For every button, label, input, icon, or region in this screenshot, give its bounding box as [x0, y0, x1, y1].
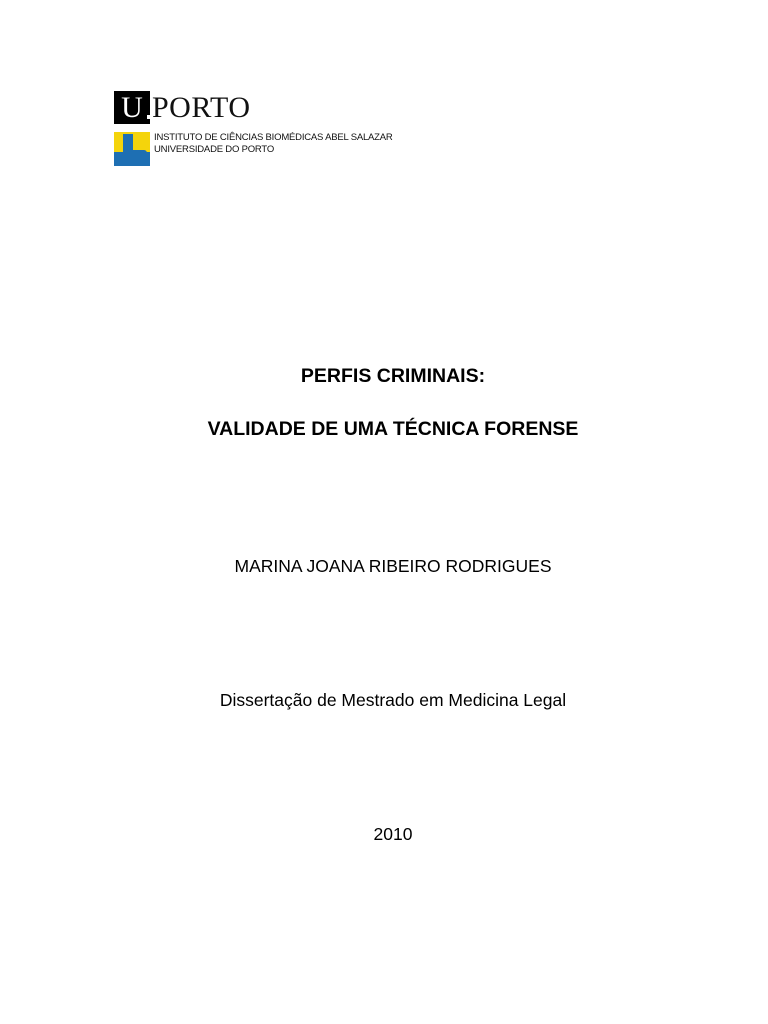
logo-wordmark-row	[114, 90, 251, 124]
thesis-title-line-1: PERFIS CRIMINAIS:	[300, 365, 486, 387]
degree-description: Dissertação de Mestrado em Medicina Legal	[219, 690, 567, 710]
institute-name	[154, 132, 393, 156]
logo-institute-row	[114, 132, 393, 166]
university-logo	[114, 90, 393, 168]
institute-emblem-icon	[114, 132, 150, 166]
thesis-title-line-2: VALIDADE DE UMA TÉCNICA FORENSE	[207, 418, 579, 440]
logo-u-letter: U	[121, 90, 143, 124]
institute-line-1: INSTITUTO DE CIÊNCIAS BIOMÉDICAS ABEL SALAZAR	[154, 132, 393, 143]
publication-year: 2010	[373, 824, 413, 844]
institute-line-2: UNIVERSIDADE DO PORTO	[154, 144, 275, 155]
author-name: MARINA JOANA RIBEIRO RODRIGUES	[234, 556, 552, 576]
logo-u-mark	[114, 91, 150, 124]
logo-wordmark: PORTO	[152, 90, 251, 124]
logo-dot	[147, 115, 151, 119]
